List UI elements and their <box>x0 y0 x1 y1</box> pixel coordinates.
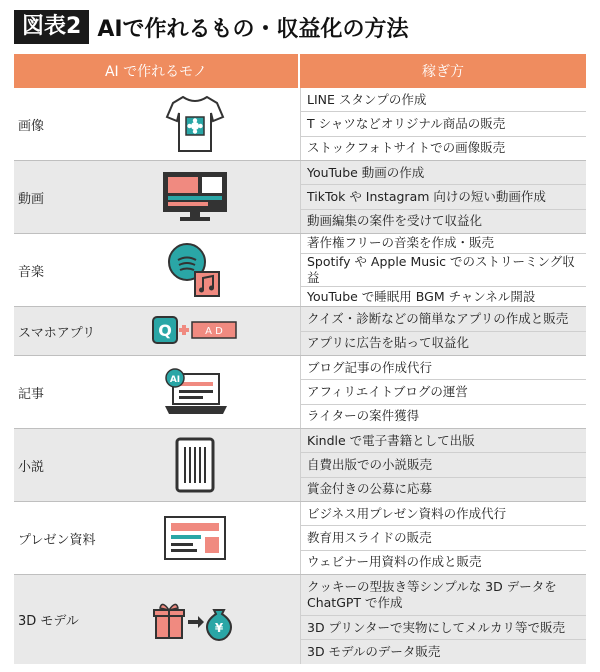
list-item: 教育用スライドの販売 <box>301 526 586 550</box>
table-row <box>14 234 586 306</box>
ai-badge-text: AI <box>169 375 181 385</box>
list-item: ブログ記事の作成代行 <box>301 356 586 380</box>
list-item: 動画編集の案件を受けて収益化 <box>307 213 483 229</box>
video-editor-icon <box>150 161 240 233</box>
list-item: TikTok や Instagram 向けの短い動画作成 <box>301 185 586 209</box>
quiz-ad-icon <box>150 307 240 355</box>
list-item: 自費出版での小説販売 <box>301 453 586 477</box>
row-name: 3D モデル <box>18 614 79 629</box>
list-item: YouTube で睡眠用 BGM チャンネル開設 <box>307 288 536 304</box>
list-item: アプリに広告を貼って収益化 <box>307 335 470 351</box>
list-item: YouTube 動画の作成 <box>301 161 586 185</box>
list-item: ビジネス用プレゼン資料の作成代行 <box>301 502 586 526</box>
list-item: LINE スタンプの作成 <box>301 88 586 112</box>
list-item: アフィリエイトブログの運営 <box>301 380 586 404</box>
row-name: 小説 <box>18 459 45 475</box>
slide-icon <box>150 502 240 574</box>
list-item: T シャツなどオリジナル商品の販売 <box>301 112 586 136</box>
header-how-to-earn: 稼ぎ方 <box>422 64 464 80</box>
table-header <box>14 54 586 88</box>
table-row <box>14 575 586 664</box>
list-item: 賞金付きの公募に応募 <box>307 481 433 497</box>
row-name: 記事 <box>18 386 45 402</box>
revenue-table <box>14 54 586 664</box>
tshirt-icon <box>150 88 240 160</box>
table-row <box>14 307 586 355</box>
figure-label: 図表2 <box>14 10 89 44</box>
list-item: クッキーの型抜き等シンプルな 3D データを ChatGPT で作成 <box>301 575 586 616</box>
earning-methods <box>301 234 586 306</box>
list-item: 3D プリンターで実物にしてメルカリ等で販売 <box>301 616 586 641</box>
earning-methods <box>301 88 586 160</box>
earning-methods <box>301 502 586 574</box>
table-row <box>14 429 586 501</box>
figure-title-row <box>14 10 409 44</box>
earning-methods <box>301 429 586 501</box>
table-row <box>14 502 586 574</box>
row-name: 音楽 <box>18 264 45 280</box>
table-row <box>14 88 586 160</box>
table-row <box>14 161 586 233</box>
earning-methods <box>301 161 586 233</box>
yen-text: ¥ <box>214 620 224 635</box>
gift-money-icon <box>150 575 240 664</box>
ebook-icon <box>150 429 240 501</box>
ad-text: A D <box>205 326 223 337</box>
figure-title: AIで作れるもの・収益化の方法 <box>97 16 409 42</box>
earning-methods <box>301 307 586 355</box>
row-name: スマホアプリ <box>18 325 96 341</box>
list-item: ライターの案件獲得 <box>307 408 420 424</box>
list-item: ウェビナー用資料の作成と販売 <box>307 554 482 570</box>
list-item: Spotify や Apple Music でのストリーミング収益 <box>301 254 586 288</box>
row-name: プレゼン資料 <box>18 532 96 548</box>
earning-methods <box>301 356 586 428</box>
row-name: 画像 <box>18 118 45 134</box>
list-item: 著作権フリーの音楽を作成・販売 <box>301 234 586 254</box>
quiz-q-text: Q <box>158 321 172 340</box>
list-item: Kindle で電子書籍として出版 <box>301 429 586 453</box>
table-row <box>14 356 586 428</box>
list-item: 3D モデルのデータ販売 <box>307 644 441 660</box>
row-name: 動画 <box>18 191 45 207</box>
earning-methods <box>301 575 586 664</box>
header-what-ai-makes: AI で作れるモノ <box>14 54 300 88</box>
list-item: クイズ・診断などの簡単なアプリの作成と販売 <box>301 307 586 332</box>
list-item: ストックフォトサイトでの画像販売 <box>307 140 506 156</box>
laptop-ai-icon <box>150 356 240 428</box>
music-icon <box>150 234 240 306</box>
